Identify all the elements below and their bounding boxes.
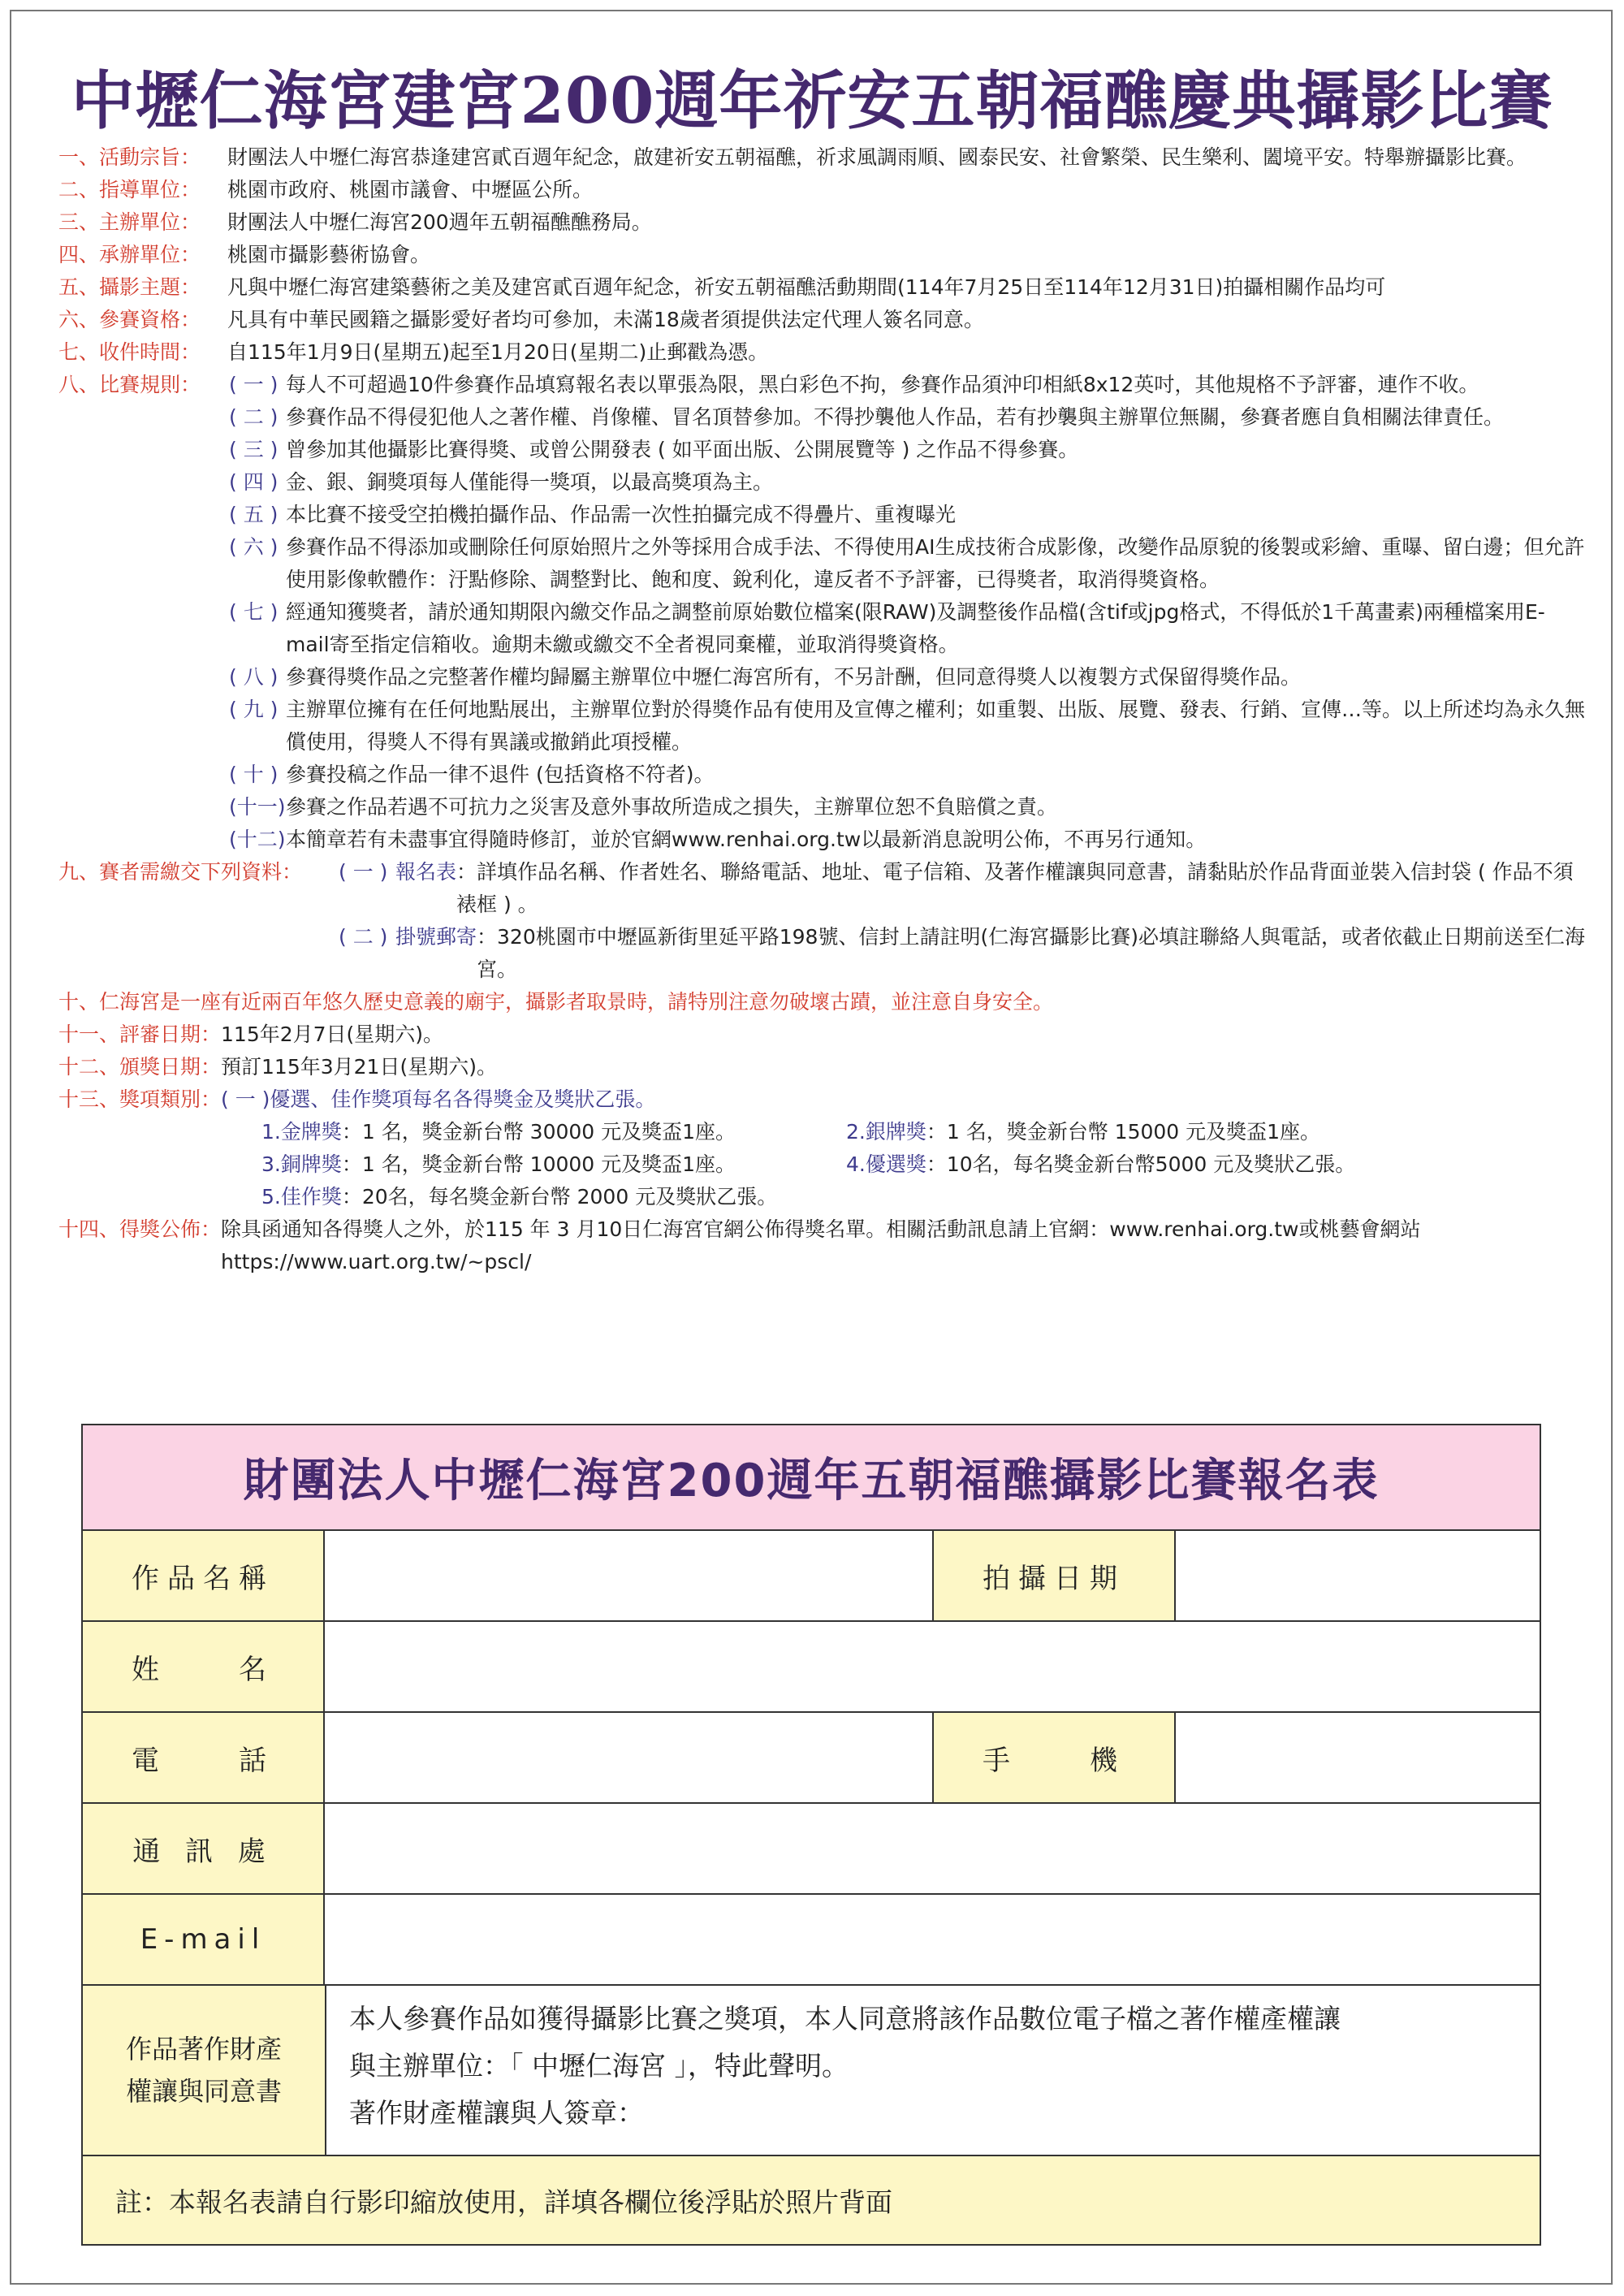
page-title: 中壢仁海宮建宮200週年祈安五朝福醮慶典攝影比賽 <box>71 64 1553 138</box>
section-14 <box>58 1213 1585 1278</box>
rule-item <box>229 499 1585 531</box>
award-line <box>261 1181 1585 1213</box>
rule-text: 參賽作品不得侵犯他人之著作權、肖像權、冒名頂替參加。不得抄襲他人作品，若有抄襲與主辦單位無關，參賽者應自負相關法律責任。 <box>286 405 1505 429</box>
section-11 <box>58 1018 1585 1051</box>
section-text: 桃園市政府、桃園市議會、中壢區公所。 <box>227 178 594 201</box>
rule-text: 本簡章若有未盡事宜得隨時修訂，並於官網www.renhai.org.tw以最新消息說明公佈，不再另行通知。 <box>286 828 1207 851</box>
form-row-name <box>83 1622 1540 1713</box>
rule-item <box>229 661 1585 694</box>
consent-line: 與主辦單位：「 中壢仁海宮 」，特此聲明。 <box>349 2050 849 2082</box>
section-5 <box>58 271 1585 304</box>
section-12 <box>58 1051 1585 1083</box>
rule-text: 本比賽不接受空拍機拍攝作品、作品需一次性拍攝完成不得疊片、重複曝光 <box>286 503 957 526</box>
section-4 <box>58 239 1585 271</box>
work-name-label: 作品名稱 <box>83 1531 325 1620</box>
consent-line: 本人參賽作品如獲得攝影比賽之獎項，本人同意將該作品數位電子檔之著作權產權讓 <box>349 2003 1341 2034</box>
mobile-label: 手 機 <box>934 1713 1176 1802</box>
section-label: 一、活動宗旨： <box>58 145 201 169</box>
award-line <box>261 1148 1585 1181</box>
award-line <box>261 1116 1585 1148</box>
section-text: 凡與中壢仁海宮建築藝術之美及建宮貳百週年紀念，祈安五朝福醮活動期間(114年7月25日至114年12月31日)拍攝相關作品均可 <box>227 275 1386 299</box>
mobile-field[interactable] <box>1176 1713 1540 1802</box>
material-number: ( 一 ) <box>339 860 388 884</box>
award-item <box>261 1116 846 1148</box>
section-text: 十、仁海宮是一座有近兩百年悠久歷史意義的廟宇，攝影者取景時，請特別注意勿破壞古蹟，並注意自身安全。 <box>58 990 1054 1014</box>
name-label: 姓 名 <box>83 1622 325 1711</box>
consent-label-line: 作品著作財產 <box>125 2034 282 2065</box>
form-note: 註：本報名表請自行影印縮放使用，詳填各欄位後浮貼於照片背面 <box>83 2156 1540 2244</box>
address-label: 通 訊 處 <box>83 1804 325 1893</box>
rule-number: ( 八 ) <box>229 665 279 689</box>
section-text: 自115年1月9日(星期五)起至1月20日(星期二)止郵戳為憑。 <box>227 340 769 364</box>
rule-text: 參賽投稿之作品一律不退件 (包括資格不符者)。 <box>286 763 715 786</box>
section-label: 九、賽者需繳交下列資料： <box>58 860 303 884</box>
section-10 <box>58 986 1585 1018</box>
section-text: 財團法人中壢仁海宮200週年五朝福醮醮務局。 <box>227 210 652 234</box>
form-row-work <box>83 1531 1540 1622</box>
phone-label: 電 話 <box>83 1713 325 1802</box>
section-3 <box>58 206 1585 239</box>
name-field[interactable] <box>325 1622 1540 1711</box>
work-name-field[interactable] <box>325 1531 934 1620</box>
rule-item <box>229 466 1585 499</box>
section-label: 三、主辦單位： <box>58 210 201 234</box>
material-text: ：320桃園市中壢區新街里延平路198號、信封上請註明(仁海宮攝影比賽)必填註聯絡人與電話，或者依截止日期前送至仁海宮。 <box>477 925 1585 981</box>
rule-text: 金、銀、銅獎項每人僅能得一獎項，以最高獎項為主。 <box>286 470 774 494</box>
email-label: E-mail <box>83 1895 325 1984</box>
rule-item <box>229 694 1585 759</box>
section-text: 凡具有中華民國籍之攝影愛好者均可參加，未滿18歲者須提供法定代理人簽名同意。 <box>227 308 984 331</box>
rule-item <box>229 434 1585 466</box>
rule-number: (十二) <box>229 828 286 851</box>
rule-number: ( 一 ) <box>229 373 279 396</box>
rule-number: ( 二 ) <box>229 405 279 429</box>
rule-item <box>229 596 1585 661</box>
rule-item <box>229 369 1585 401</box>
rule-number: ( 七 ) <box>229 600 279 624</box>
award-text: ：1 名，獎金新台幣 15000 元及獎盃1座。 <box>926 1120 1321 1144</box>
award-item <box>261 1148 846 1181</box>
rule-number: ( 九 ) <box>229 698 279 721</box>
award-name: 2.銀牌獎 <box>846 1120 926 1144</box>
section-text: 115年2月7日(星期六)。 <box>221 1023 444 1046</box>
section-label: 十一、評審日期： <box>58 1023 222 1046</box>
rule-text: 經通知獲獎者，請於通知期限內繳交作品之調整前原始數位檔案(限RAW)及調整後作品檔(含tif或jpg格式，不得低於1千萬畫素)兩種檔案用E-mail寄至指定信箱收。逾期未繳或繳交不全者視同棄權，並取消得獎資格。 <box>286 600 1545 656</box>
form-row-consent <box>83 1986 1540 2156</box>
award-item <box>846 1116 1320 1148</box>
section-7 <box>58 336 1585 369</box>
award-item <box>846 1148 1355 1181</box>
section-text: 預訂115年3月21日(星期六)。 <box>221 1055 497 1079</box>
award-text: ：20名，每名獎金新台幣 2000 元及獎狀乙張。 <box>341 1185 778 1209</box>
material-item <box>339 856 1585 921</box>
shoot-date-field[interactable] <box>1176 1531 1540 1620</box>
rule-number: (十一) <box>229 795 286 819</box>
email-field[interactable] <box>325 1895 1540 1984</box>
award-text: ：10名，每名獎金新台幣5000 元及獎狀乙張。 <box>926 1152 1356 1176</box>
phone-field[interactable] <box>325 1713 934 1802</box>
rule-text: 曾參加其他攝影比賽得獎、或曾公開發表 ( 如平面出版、公開展覽等 ) 之作品不得參賽。 <box>286 438 1079 461</box>
material-number: ( 二 ) <box>339 925 388 949</box>
section-label: 八、比賽規則： <box>58 373 201 396</box>
entry-form <box>81 1424 1541 2246</box>
award-head-num: ( 一 ) <box>221 1087 270 1111</box>
section-label: 十四、得獎公佈： <box>58 1217 222 1241</box>
award-name: 1.金牌獎 <box>261 1120 342 1144</box>
material-name: 掛號郵寄 <box>395 925 477 949</box>
section-13 <box>58 1083 1585 1116</box>
consent-label <box>83 1986 326 2155</box>
rules-section <box>58 141 1585 1278</box>
material-item <box>339 921 1585 986</box>
rule-text: 參賽作品不得添加或刪除任何原始照片之外等採用合成手法、不得使用AI生成技術合成影像，改變作品原貌的後製或彩繪、重曝、留白邊；但允許使用影像軟體作：汙點修除、調整對比、飽和度、銳利化，違反者不予評審，已得獎者，取消得獎資格。 <box>286 535 1585 591</box>
rule-text: 參賽之作品若遇不可抗力之災害及意外事故所造成之損失，主辦單位恕不負賠償之責。 <box>286 795 1058 819</box>
form-title: 財團法人中壢仁海宮200週年五朝福醮攝影比賽報名表 <box>83 1425 1540 1531</box>
rules-list <box>58 369 1585 856</box>
form-row-phone <box>83 1713 1540 1804</box>
rule-number: ( 十 ) <box>229 763 279 786</box>
form-row-address <box>83 1804 1540 1895</box>
section-text: 桃園市攝影藝術協會。 <box>227 243 431 266</box>
consent-text <box>326 1986 1540 2155</box>
section-text: 財團法人中壢仁海宮恭逢建宮貳百週年紀念，啟建祈安五朝福醮，祈求風調雨順、國泰民安、社會繁榮、民生樂利、闔境平安。特舉辦攝影比賽。 <box>227 145 1527 169</box>
section-label: 七、收件時間： <box>58 340 201 364</box>
award-name: 4.優選獎 <box>846 1152 926 1176</box>
rule-text: 每人不可超過10件參賽作品填寫報名表以單張為限，黑白彩色不拘，參賽作品須沖印相紙8x12英吋，其他規格不予評審，連作不收。 <box>286 373 1479 396</box>
section-label: 十三、獎項類別： <box>58 1087 222 1111</box>
section-1 <box>58 141 1585 174</box>
rule-item <box>229 824 1585 856</box>
award-text: ：1 名，獎金新台幣 30000 元及獎盃1座。 <box>341 1120 736 1144</box>
award-name: 3.銅牌獎 <box>261 1152 342 1176</box>
rule-number: ( 四 ) <box>229 470 279 494</box>
rule-number: ( 六 ) <box>229 535 279 559</box>
section-2 <box>58 174 1585 206</box>
rule-number: ( 五 ) <box>229 503 279 526</box>
rule-item <box>229 401 1585 434</box>
rule-number: ( 三 ) <box>229 438 279 461</box>
award-text: ：1 名，獎金新台幣 10000 元及獎盃1座。 <box>341 1152 736 1176</box>
award-head-text: 優選、佳作獎項每名各得獎金及獎狀乙張。 <box>270 1087 656 1111</box>
rule-text: 參賽得獎作品之完整著作權均歸屬主辦單位中壢仁海宮所有，不另計酬，但同意得獎人以複製方式保留得獎作品。 <box>286 665 1302 689</box>
signature-line[interactable]: 著作財產權讓與人簽章： <box>349 2097 644 2129</box>
section-label: 四、承辦單位： <box>58 243 201 266</box>
section-label: 六、參賽資格： <box>58 308 201 331</box>
rule-item <box>229 759 1585 791</box>
consent-label-line: 權讓與同意書 <box>125 2076 282 2107</box>
section-label: 十二、頒獎日期： <box>58 1055 222 1079</box>
shoot-date-label: 拍攝日期 <box>934 1531 1176 1620</box>
address-field[interactable] <box>325 1804 1540 1893</box>
rule-item <box>229 531 1585 596</box>
rule-item <box>229 791 1585 824</box>
award-name: 5.佳作獎 <box>261 1185 342 1209</box>
section-text: 除具函通知各得獎人之外，於115 年 3 月10日仁海宮官網公佈得獎名單。相關活動訊息請上官網：www.renhai.org.tw或桃藝會網站 https://www.uart.org.tw/~pscl/ <box>221 1217 1421 1273</box>
award-item <box>261 1181 777 1213</box>
section-label: 五、攝影主題： <box>58 275 201 299</box>
form-row-email <box>83 1895 1540 1986</box>
section-label: 二、指導單位： <box>58 178 201 201</box>
rule-text: 主辦單位擁有在任何地點展出，主辦單位對於得獎作品有使用及宣傳之權利；如重製、出版、展覽、發表、行銷、宣傳…等。以上所述均為永久無償使用，得獎人不得有異議或撤銷此項授權。 <box>286 698 1586 754</box>
material-text: ：詳填作品名稱、作者姓名、聯絡電話、地址、電子信箱、及著作權讓與同意書，請黏貼於作品背面並裝入信封袋 ( 作品不須裱框 ) 。 <box>456 860 1574 916</box>
material-name: 報名表 <box>395 860 457 884</box>
section-6 <box>58 304 1585 336</box>
